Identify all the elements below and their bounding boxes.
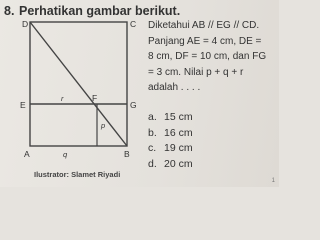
option-letter: c. xyxy=(148,142,157,154)
segment-label-p: p xyxy=(101,121,106,130)
option-a[interactable] xyxy=(148,110,277,126)
stem-line: = 3 cm. Nilai p + q + r xyxy=(148,66,244,78)
option-text: 16 cm xyxy=(164,126,193,139)
point-label-c: C xyxy=(130,19,137,29)
question-stem xyxy=(148,18,277,96)
option-letter: d. xyxy=(148,157,157,170)
option-letter: a. xyxy=(148,111,157,123)
option-letter: b. xyxy=(148,126,157,139)
point-label-e: E xyxy=(20,100,26,110)
option-d[interactable] xyxy=(148,157,277,173)
answer-options xyxy=(148,110,277,172)
option-c[interactable] xyxy=(148,141,277,157)
segment-label-q: q xyxy=(63,150,68,159)
corner-mark: 1 xyxy=(271,178,275,184)
stem-line: Diketahui AB // EG // CD. xyxy=(148,20,260,31)
stem-line: 8 cm, DF = 10 cm, dan FG xyxy=(148,51,267,62)
option-b[interactable] xyxy=(148,126,277,142)
question-number: 8. xyxy=(4,4,15,18)
stem-line: adalah . . . . xyxy=(148,82,201,93)
point-label-f: F xyxy=(92,93,98,103)
point-label-b: B xyxy=(124,149,130,159)
point-label-d: D xyxy=(22,19,29,29)
question-title: Perhatikan gambar berikut. xyxy=(19,4,181,18)
point-label-g: G xyxy=(130,100,137,110)
option-text: 19 cm xyxy=(164,142,193,154)
option-text: 20 cm xyxy=(164,157,193,170)
diagonal-db xyxy=(30,22,127,146)
stem-line: Panjang AE = 4 cm, DE = xyxy=(148,35,262,47)
geometry-figure xyxy=(0,16,150,166)
point-label-a: A xyxy=(24,149,30,159)
option-text: 15 cm xyxy=(164,111,193,123)
illustrator-credit: Ilustrator: Slamet Riyadi xyxy=(34,170,121,179)
segment-label-r: r xyxy=(61,94,64,103)
